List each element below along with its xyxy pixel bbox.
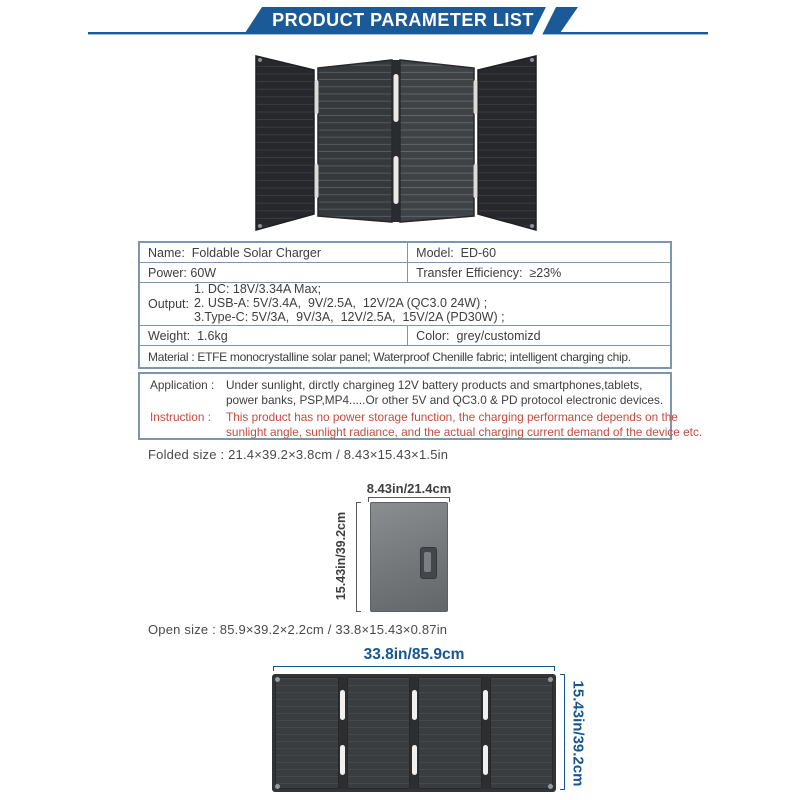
page-title: PRODUCT PARAMETER LIST xyxy=(272,9,534,30)
photo-hinge-strip xyxy=(394,74,399,122)
open-width-label: 33.8in/85.9cm xyxy=(363,646,465,663)
photo-grommet xyxy=(258,58,262,62)
folded-size-caption: Folded size : 21.4×39.2×3.8cm / 8.43×15.43×1.5in xyxy=(148,447,449,462)
photo-hinge-strip xyxy=(394,156,399,204)
photo-grommet xyxy=(530,224,534,228)
hinge-strip xyxy=(483,745,488,775)
application-row xyxy=(140,378,670,410)
output-line: 3.Type-C: 5V/3A, 9V/3A, 12V/2.5A, 15V/2A (PD30W) ; xyxy=(194,309,505,324)
hinge-strip xyxy=(412,745,417,775)
instruction-row xyxy=(140,410,703,442)
spec-output-label: Output: xyxy=(148,297,189,311)
handle xyxy=(420,547,437,579)
table-row xyxy=(140,346,670,367)
solar-sub-panel xyxy=(275,677,339,789)
grommet xyxy=(275,784,280,789)
spec-material: Material : ETFE monocrystalline solar panel; Waterproof Chenille fabric; intelligent charging chip. xyxy=(148,349,631,364)
panel-hinge xyxy=(482,677,490,789)
table-row xyxy=(140,243,670,263)
solar-sub-panel xyxy=(418,677,482,789)
solar-sub-panel xyxy=(347,677,411,789)
folded-height-label: 15.43in/39.2cm xyxy=(334,511,348,601)
folded-panel-figure xyxy=(370,502,448,612)
photo-hinge-strip xyxy=(474,164,478,198)
hinge-strip xyxy=(412,690,417,720)
photo-hinge-strip xyxy=(474,80,478,114)
table-row xyxy=(140,263,670,283)
application-label: Application : xyxy=(150,378,215,392)
spec-efficiency: Transfer Efficiency: ≥23% xyxy=(416,265,562,280)
spec-output-values xyxy=(194,283,505,325)
output-line: 2. USB-A: 5V/3.4A, 9V/2.5A, 12V/2A (QC3.0 24W) ; xyxy=(194,296,488,311)
grommet xyxy=(548,784,553,789)
photo-left-wing-panel xyxy=(256,56,314,230)
instruction-text xyxy=(226,410,702,440)
spec-color: Color: grey/customizd xyxy=(416,328,541,343)
table-row xyxy=(140,326,670,346)
table-row xyxy=(140,283,670,326)
application-text xyxy=(226,378,663,408)
photo-hinge-strip xyxy=(315,164,319,198)
spec-weight: Weight: 1.6kg xyxy=(140,326,408,345)
product-photo-solar-charger xyxy=(250,44,542,240)
photo-hinge-strip xyxy=(315,80,319,114)
open-size-caption: Open size : 85.9×39.2×2.2cm / 33.8×15.43×0.87in xyxy=(148,622,448,637)
spec-power: Power: 60W xyxy=(140,263,408,282)
application-line: Under sunlight, dirctly chargineg 12V battery products and smartphones,tablets, xyxy=(226,378,643,392)
application-instruction-box xyxy=(138,372,703,440)
grommet xyxy=(548,677,553,682)
photo-right-wing-panel xyxy=(478,56,536,230)
spec-name: Name: Foldable Solar Charger xyxy=(140,243,408,262)
open-width-bracket xyxy=(273,666,555,671)
hinge-strip xyxy=(483,690,488,720)
folded-width-label: 8.43in/21.4cm xyxy=(366,481,452,496)
instruction-line: This product has no power storage function, the charging performance depends on the xyxy=(226,410,678,424)
photo-grommet xyxy=(530,58,534,62)
solar-sub-panel xyxy=(490,677,554,789)
handle-grip xyxy=(424,552,431,572)
panel-hinge xyxy=(339,677,347,789)
open-panel-figure xyxy=(272,674,556,792)
spec-table xyxy=(138,241,672,369)
hinge-strip xyxy=(340,690,345,720)
hinge-strip xyxy=(340,745,345,775)
open-height-bracket xyxy=(560,674,565,790)
grommet xyxy=(275,677,280,682)
photo-center-left-panel xyxy=(318,60,392,222)
instruction-label: Instruction : xyxy=(150,410,211,424)
photo-center-right-panel xyxy=(400,60,474,222)
open-height-label: 15.43in/39.2cm xyxy=(569,680,587,787)
instruction-line: sunlight angle, sunlight radiance, and the actual charging current demand of the device etc. xyxy=(226,425,703,439)
output-line: 1. DC: 18V/3.34A Max; xyxy=(194,282,322,297)
photo-grommet xyxy=(258,224,262,228)
spec-model: Model: ED-60 xyxy=(416,245,497,260)
folded-height-bracket xyxy=(356,502,361,612)
panel-hinge xyxy=(410,677,418,789)
application-line: power banks, PSP,MP4.....Or other 5V and QC3.0 & PD protocol electronic devices. xyxy=(226,393,664,407)
